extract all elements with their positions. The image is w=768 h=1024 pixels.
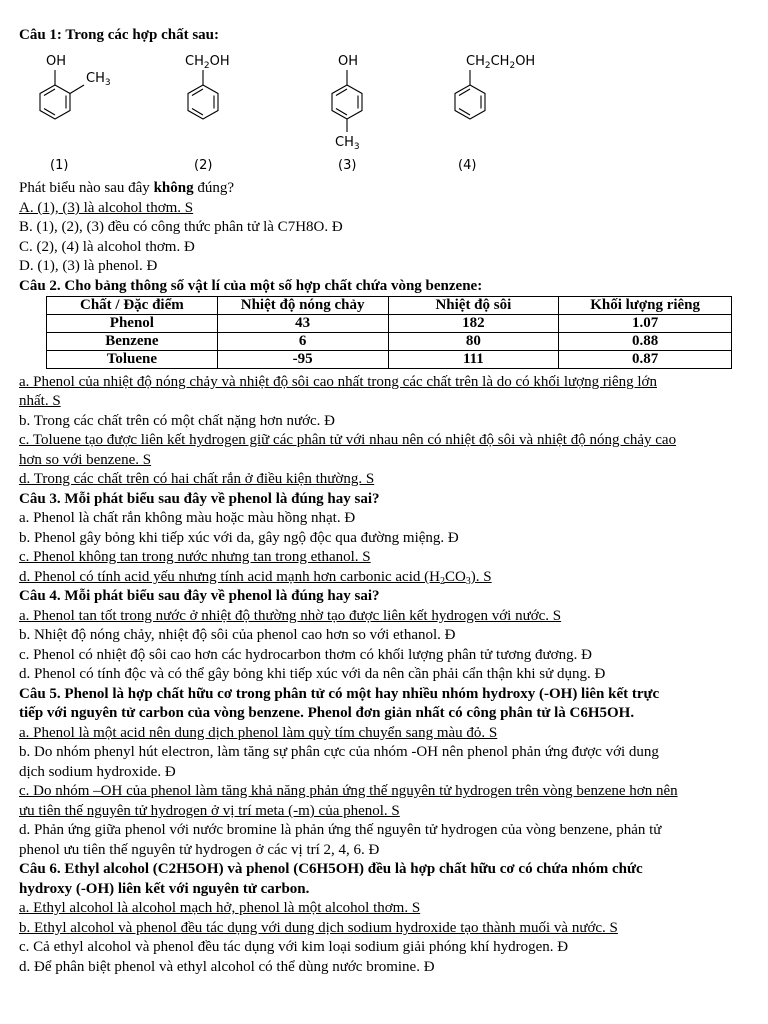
q5-a: a. Phenol là một acid nên dung dịch phenol làm quỳ tím chuyển sang màu đỏ. S [19,725,498,741]
structure-4-chain-label: $CH_2CH_2OH$ [466,54,536,71]
q5-d-line1: d. Phản ứng giữa phenol với nước bromine là phản ứng thế nguyên tử hydrogen của vòng benzene, phản tử [19,822,662,838]
q3-b: b. Phenol gây bỏng khi tiếp xúc với da, gây ngộ độc qua đường miệng. Đ [19,530,459,546]
q5-title-line2: tiếp với nguyên tử carbon của vòng benzene. Phenol đơn giản nhất có công phân tử là C6H5OH. [19,705,635,721]
structure-3-ring [332,70,362,132]
q1-option-d: D. (1), (3) là phenol. Đ [19,258,158,274]
table-cell: 0.88 [559,333,732,351]
q5-b-line2: dịch sodium hydroxide. Đ [19,764,176,780]
structure-1-oh-label: OH [46,54,67,69]
structure-2-number: (2) [194,158,213,173]
structure-3-oh-label: OH [338,54,359,69]
q1-prompt-pre: Phát biểu nào sau đây [19,180,154,196]
table-header-cell: Khối lượng riêng [559,297,732,315]
q1-title: Câu 1: Trong các hợp chất sau: [19,27,219,43]
q6-a: a. Ethyl alcohol là alcohol mạch hở, phenol là một alcohol thơm. S [19,900,421,916]
q1-option-a: A. (1), (3) là alcohol thơm. S [19,200,194,216]
table-header-cell: Nhiệt độ nóng chảy [217,297,388,315]
table-cell: 1.07 [559,315,732,333]
q3-a: a. Phenol là chất rắn không màu hoặc màu hồng nhạt. Đ [19,510,356,526]
table-cell: 0.87 [559,351,732,369]
q4-c: c. Phenol có nhiệt độ sôi cao hơn các hydrocarbon thơm có khối lượng phân tử tương đương. Đ [19,647,592,663]
q2-d: d. Trong các chất trên có hai chất rắn ở điều kiện thường. S [19,471,375,487]
table-header-cell: Chất / Đặc điểm [47,297,218,315]
table-cell: 111 [388,351,559,369]
q3-title: Câu 3. Mỗi phát biểu sau đây về phenol là đúng hay sai? [19,491,380,507]
q3-d-sub1: 2 [439,576,445,587]
table-cell: -95 [217,351,388,369]
structure-4-number: (4) [458,158,477,173]
q6-title-line2: hydroxy (-OH) liên kết với nguyên tử carbon. [19,881,310,897]
q3-d-sub2: 3 [465,576,471,587]
q2-a-line2: nhất. S [19,393,61,409]
q5-title-line1: Câu 5. Phenol là hợp chất hữu cơ trong phân tử có một hay nhiều nhóm hydroxy (-OH) liên kết trực [19,686,660,702]
table-cell: 43 [217,315,388,333]
q1-option-b: B. (1), (2), (3) đều có công thức phân tử là C7H8O. Đ [19,219,343,235]
q4-a: a. Phenol tan tốt trong nước ở nhiệt độ thường nhờ tạo được liên kết hydrogen với nước. S [19,608,562,624]
q2-b: b. Trong các chất trên có một chất nặng hơn nước. Đ [19,413,336,429]
chemical-structures [20,48,580,178]
table-cell: Benzene [47,333,218,351]
q5-c-line1: c. Do nhóm –OH của phenol làm tăng khả năng phản ứng thế nguyên tử hydrogen trên vòng benzene hơn nên [19,783,678,799]
q3-d-mid: CO [444,569,466,585]
structure-4-ring [455,70,485,119]
structure-3-ch3-label: $CH_3$ [335,135,360,152]
structure-1-ch3-label: $CH_3$ [86,71,111,88]
q5-b-line1: b. Do nhóm phenyl hút electron, làm tăng sự phân cực của nhóm -OH nên phenol phản ứng được với dung [19,744,659,760]
q5-c-line2: ưu tiên thế nguyên tử hydrogen ở vị trí meta (-m) của phenol. S [19,803,400,819]
table-cell: Phenol [47,315,218,333]
table-cell: 80 [388,333,559,351]
q1-prompt-bold: không [153,180,194,196]
q2-a-line1: a. Phenol của nhiệt độ nóng chảy và nhiệt độ sôi cao nhất trong các chất trên là do có khối lượng riêng lớn [19,374,657,390]
table-cell: 6 [217,333,388,351]
q4-d: d. Phenol có tính độc và có thể gây bỏng khi tiếp xúc với da nên cần phải cẩn thận khi sử dụng. Đ [19,666,606,682]
q4-title: Câu 4. Mỗi phát biểu sau đây về phenol là đúng hay sai? [19,588,380,604]
q2-c-line2: hơn so với benzene. S [19,452,152,468]
structure-2-ring [188,70,218,119]
q3-c: c. Phenol không tan trong nước nhưng tan trong ethanol. S [19,549,371,565]
table-cell: Toluene [47,351,218,369]
table-row [47,333,732,351]
structure-2-ch2oh-label: $CH_2OH$ [185,54,230,71]
q6-d: d. Để phân biệt phenol và ethyl alcohol có thể dùng nước bromine. Đ [19,959,435,975]
q2-title: Câu 2. Cho bảng thông số vật lí của một số hợp chất chứa vòng benzene: [19,278,483,294]
table-header-cell: Nhiệt độ sôi [388,297,559,315]
q6-b: b. Ethyl alcohol và phenol đều tác dụng với dung dịch sodium hydroxide tạo thành muối và nước. S [19,920,618,936]
table-row [47,315,732,333]
structure-1-number: (1) [50,158,69,173]
q6-title-line1: Câu 6. Ethyl alcohol (C2H5OH) và phenol (C6H5OH) đều là hợp chất hữu cơ có chứa nhóm chức [19,861,643,877]
structures-svg [20,48,580,178]
table-row [47,351,732,369]
q3-d-text: d. Phenol có tính acid yếu nhưng tính acid mạnh hơn carbonic acid (H [19,569,440,585]
q4-b: b. Nhiệt độ nóng chảy, nhiệt độ sôi của phenol cao hơn so với ethanol. Đ [19,627,456,643]
structure-3-number: (3) [338,158,357,173]
q2-c-line1: c. Toluene tạo được liên kết hydrogen giữ các phân tử với nhau nên có nhiệt độ sôi và nhiệt độ nóng chảy cao [19,432,677,448]
table-cell: 182 [388,315,559,333]
q1-prompt [19,179,234,198]
structure-1-ring [40,70,84,119]
properties-table [46,296,732,369]
q1-option-c: C. (2), (4) là alcohol thơm. Đ [19,239,195,255]
q1-prompt-post: đúng? [193,180,235,196]
q5-d-line2: phenol ưu tiên thế nguyên tử hydrogen ở các vị trí 2, 4, 6. Đ [19,842,380,858]
q6-c: c. Cả ethyl alcohol và phenol đều tác dụng với kim loại sodium giải phóng khí hydrogen. Đ [19,939,569,955]
q3-d-end: ). S [470,569,492,585]
table-header-row [47,297,732,315]
